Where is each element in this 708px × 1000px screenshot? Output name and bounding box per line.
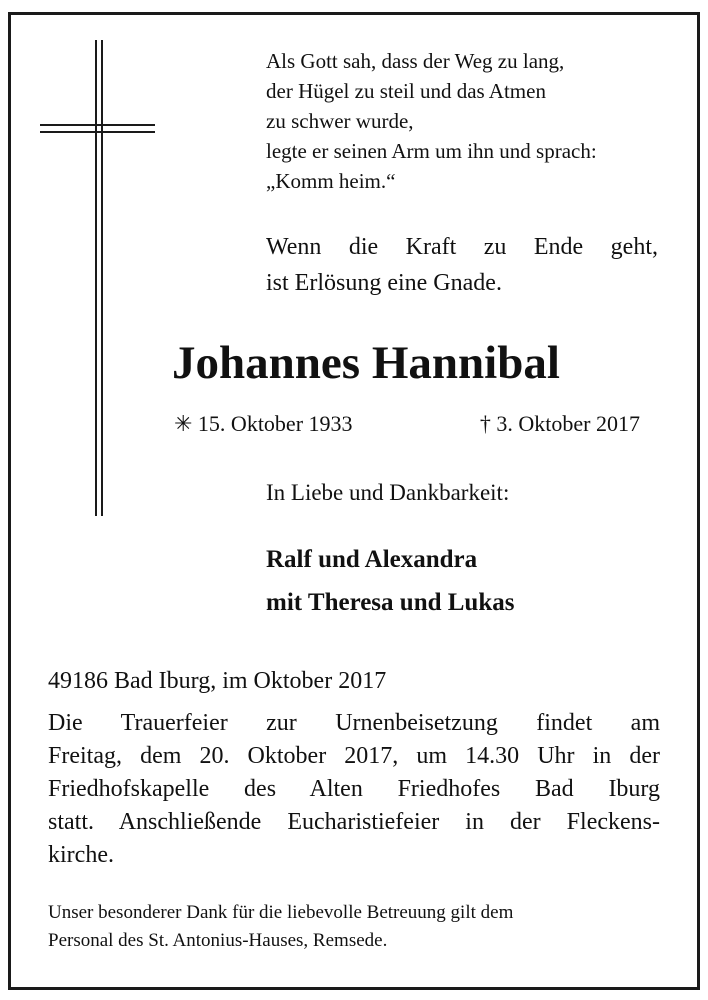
cross-vertical-line	[95, 40, 97, 516]
funeral-line: statt. Anschließende Eucharistiefeier in der Fleckens-	[48, 809, 660, 835]
motto-line: ist Erlösung eine Gnade.	[266, 270, 502, 296]
mourners-names	[266, 538, 514, 624]
funeral-line: Die Trauerfeier zur Urnenbeisetzung findet am	[48, 710, 660, 736]
cross-horizontal-line	[40, 131, 155, 133]
life-dates	[174, 409, 640, 439]
poem	[266, 46, 666, 196]
thanks-note-line: Unser besonderer Dank für die liebevolle Betreuung gilt dem	[48, 902, 514, 923]
poem-line: Als Gott sah, dass der Weg zu lang,	[266, 49, 565, 73]
thanks-note	[48, 899, 660, 955]
cross-vertical-line	[101, 40, 103, 516]
funeral-line: Freitag, dem 20. Oktober 2017, um 14.30 Uhr in der	[48, 743, 660, 769]
mourners-line: mit Theresa und Lukas	[266, 589, 515, 616]
poem-line: „Komm heim.“	[266, 169, 396, 193]
funeral-notice	[48, 707, 660, 872]
place-and-date: 49186 Bad Iburg, im Oktober 2017	[48, 668, 387, 694]
cross-horizontal-line	[40, 124, 155, 126]
birth-date: ✳ 15. Oktober 1933	[174, 411, 353, 436]
mourners-intro: In Liebe und Dankbarkeit:	[266, 480, 510, 505]
mourners-line: Ralf und Alexandra	[266, 546, 478, 573]
poem-line: zu schwer wurde,	[266, 109, 414, 133]
poem-line: legte er seinen Arm um ihn und sprach:	[266, 139, 597, 163]
funeral-line: kirche.	[48, 842, 114, 868]
funeral-line: Friedhofskapelle des Alten Friedhofes Bad Iburg	[48, 776, 660, 802]
thanks-note-line: Personal des St. Antonius-Hauses, Remsede.	[48, 930, 388, 951]
poem-line: der Hügel zu steil und das Atmen	[266, 79, 546, 103]
motto-line: Wenn die Kraft zu Ende geht,	[266, 234, 658, 260]
deceased-name: Johannes Hannibal	[172, 337, 560, 389]
death-date: † 3. Oktober 2017	[479, 411, 640, 436]
motto	[266, 229, 658, 301]
